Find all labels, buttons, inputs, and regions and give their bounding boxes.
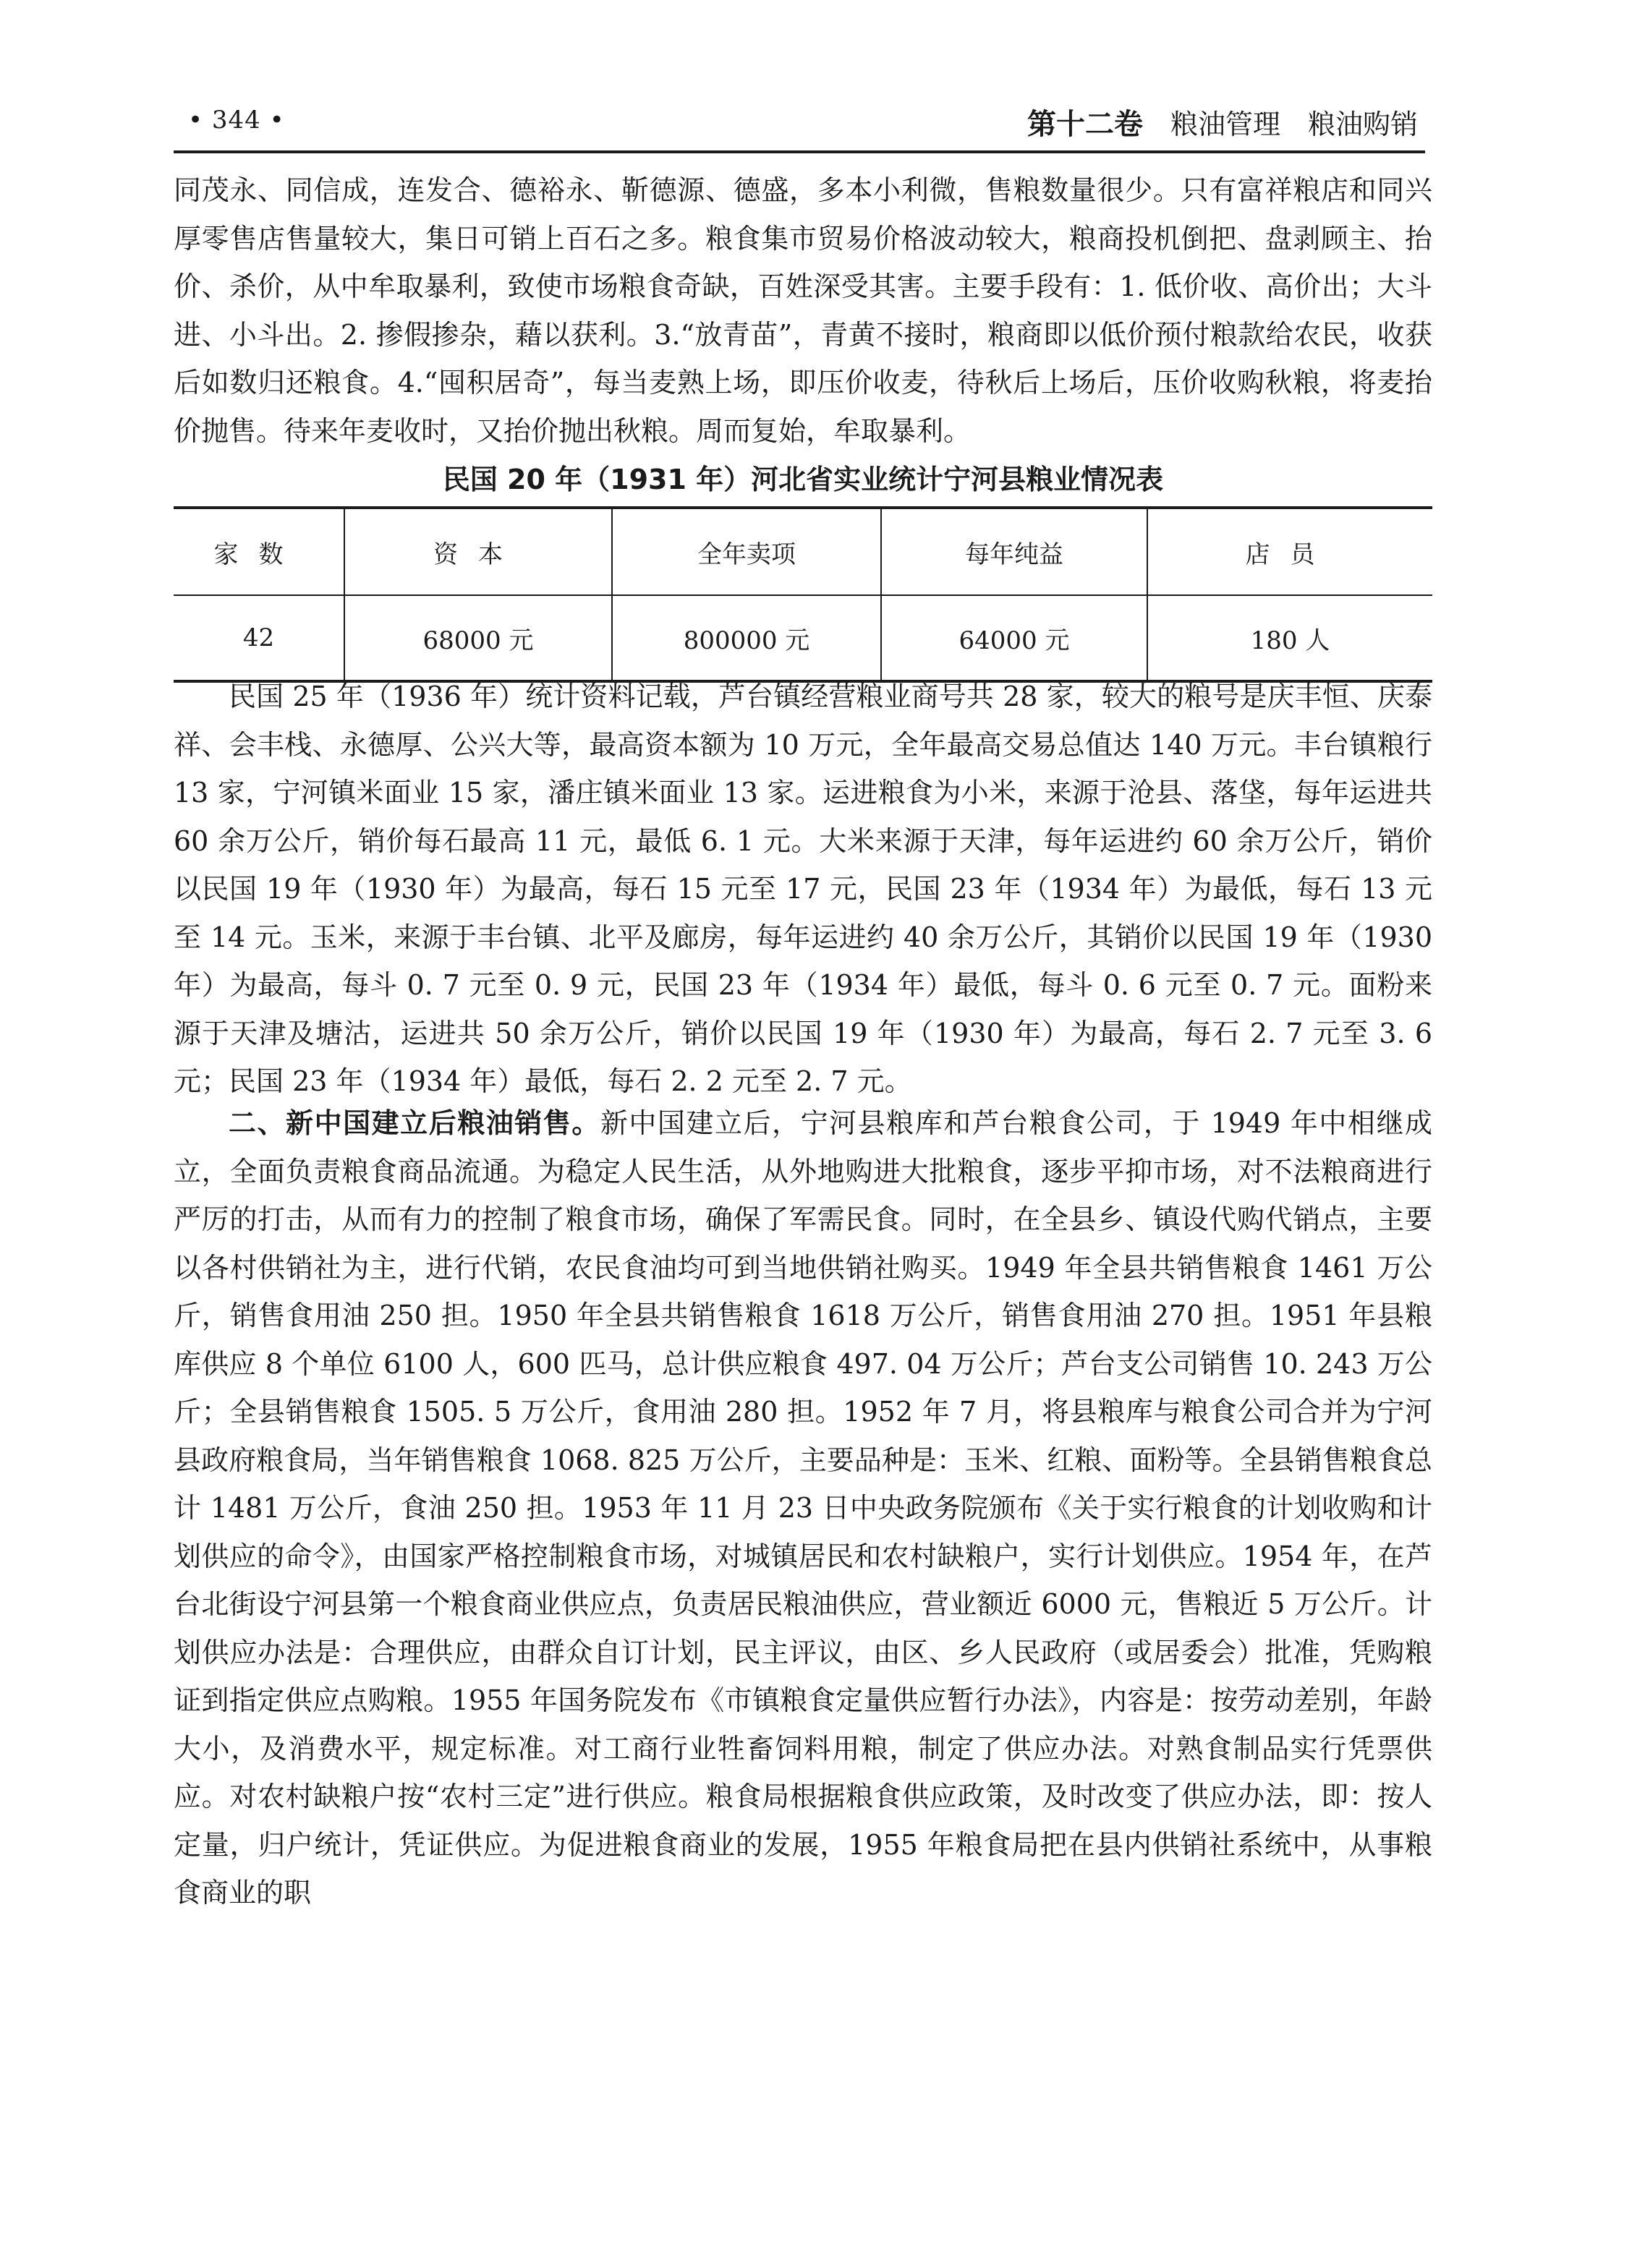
table-header-cell: 全年卖项 [612,508,881,595]
table-row [174,595,1432,681]
header-rule [174,150,1425,153]
page-number: • 344 • [188,106,285,135]
header-titles [1027,101,1418,142]
table-cell: 68000 元 [344,595,612,681]
table-cell: 42 [174,595,344,681]
paragraph-3 [174,1099,1432,1917]
table-header-cell: 家数 [174,508,344,595]
table-cell: 800000 元 [612,595,881,681]
table-header-row [174,508,1432,595]
subsection-title: 粮油购销 [1307,108,1418,140]
table-header-cell: 店员 [1147,508,1432,595]
table-cell: 180 人 [1147,595,1432,681]
table-title: 民国 20 年（1931 年）河北省实业统计宁河县粮业情况表 [442,464,1164,495]
paragraph-3-body: 新中国建立后，宁河县粮库和芦台粮食公司，于 1949 年中相继成立，全面负责粮食商品流通。为稳定人民生活，从外地购进大批粮食，逐步平抑市场，对不法粮商进行严厉的打击，从而有力的控制了粮食市场，确保了军需民食。同时，在全县乡、镇设代购代销点，主要以各村供销社为主，进行代销，农民食油均可到当地供销社购买。1949 年全县共销售粮食 1461 万公斤，销售食用油 250 担。1950 年全县共销售粮食 1618 万公斤，销售食用油 270 担。1951 年县粮库供应 8 个单位 6100 人，600 匹马，总计供应粮食 497. 04 万公斤；芦台支公司销售 10. 243 万公斤；全县销售粮食 1505. 5 万公斤，食用油 280 担。1952 年 7 月，将县粮库与粮食公司合并为宁河县政府粮食局，当年销售粮食 1068. 825 万公斤，主要品种是：玉米、红粮、面粉等。全县销售粮食总计 1481 万公斤，食油 250 担。1953 年 11 月 23 日中央政务院颁布《关于实行粮食的计划收购和计划供应的命令》，由国家严格控制粮食市场，对城镇居民和农村缺粮户，实行计划供应。1954 年，在芦台北街设宁河县第一个粮食商业供应点，负责居民粮油供应，营业额近 6000 元，售粮近 5 万公斤。计划供应办法是：合理供应，由群众自订计划，民主评议，由区、乡人民政府（或居委会）批准，凭购粮证到指定供应点购粮。1955 年国务院发布《市镇粮食定量供应暂行办法》，内容是：按劳动差别，年龄大小，及消费水平，规定标准。对工商行业牲畜饲料用粮，制定了供应办法。对熟食制品实行凭票供应。对农村缺粮户按“农村三定”进行供应。粮食局根据粮食供应政策，及时改变了供应办法，即：按人定量，归户统计，凭证供应。为促进粮食商业的发展，1955 年粮食局把在县内供销社系统中，从事粮食商业的职 [174,1107,1432,1909]
volume-title: 第十二卷 [1026,108,1143,141]
running-header [188,101,1418,148]
table-cell: 64000 元 [881,595,1147,681]
grain-industry-table [174,506,1432,683]
paragraph-1: 同茂永、同信成，连发合、德裕永、靳德源、德盛，多本小利微，售粮数量很少。只有富祥粮店和同兴厚零售店售量较大，集日可销上百石之多。粮食集市贸易价格波动较大，粮商投机倒把、盘剥顾主、抬价、杀价，从中牟取暴利，致使市场粮食奇缺，百姓深受其害。主要手段有：1. 低价收、高价出；大斗进、小斗出。2. 掺假掺杂，藉以获利。3.“放青苗”，青黄不接时，粮商即以低价预付粮款给农民，收获后如数归还粮食。4.“囤积居奇”，每当麦熟上场，即压价收麦，待秋后上场后，压价收购秋粮，将麦抬价抛售。待来年麦收时，又抬价抛出秋粮。周而复始，牟取暴利。 [174,174,1432,447]
table-header-cell: 每年纯益 [881,508,1147,595]
table-header-cell: 资本 [344,508,612,595]
section-title: 粮油管理 [1170,108,1280,140]
section-heading: 二、新中国建立后粮油销售。 [229,1107,600,1139]
paragraph-2: 民国 25 年（1936 年）统计资料记载，芦台镇经营粮业商号共 28 家，较大的粮号是庆丰恒、庆泰祥、会丰栈、永德厚、公兴大等，最高资本额为 10 万元，全年最高交易总值达 140 万元。丰台镇粮行 13 家，宁河镇米面业 15 家，潘庄镇米面业 13 家。运进粮食为小米，来源于沧县、落垡，每年运进共 60 余万公斤，销价每石最高 11 元，最低 6. 1 元。大米来源于天津，每年运进约 60 余万公斤，销价以民国 19 年（1930 年）为最高，每石 15 元至 17 元，民国 23 年（1934 年）为最低，每石 13 元至 14 元。玉米，来源于丰台镇、北平及廊房，每年运进约 40 余万公斤，其销价以民国 19 年（1930 年）为最高，每斗 0. 7 元至 0. 9 元，民国 23 年（1934 年）最低，每斗 0. 6 元至 0. 7 元。面粉来源于天津及塘沽，运进共 50 余万公斤，销价以民国 19 年（1930 年）为最高，每石 2. 7 元至 3. 6 元；民国 23 年（1934 年）最低，每石 2. 2 元至 2. 7 元。 [174,681,1432,1097]
